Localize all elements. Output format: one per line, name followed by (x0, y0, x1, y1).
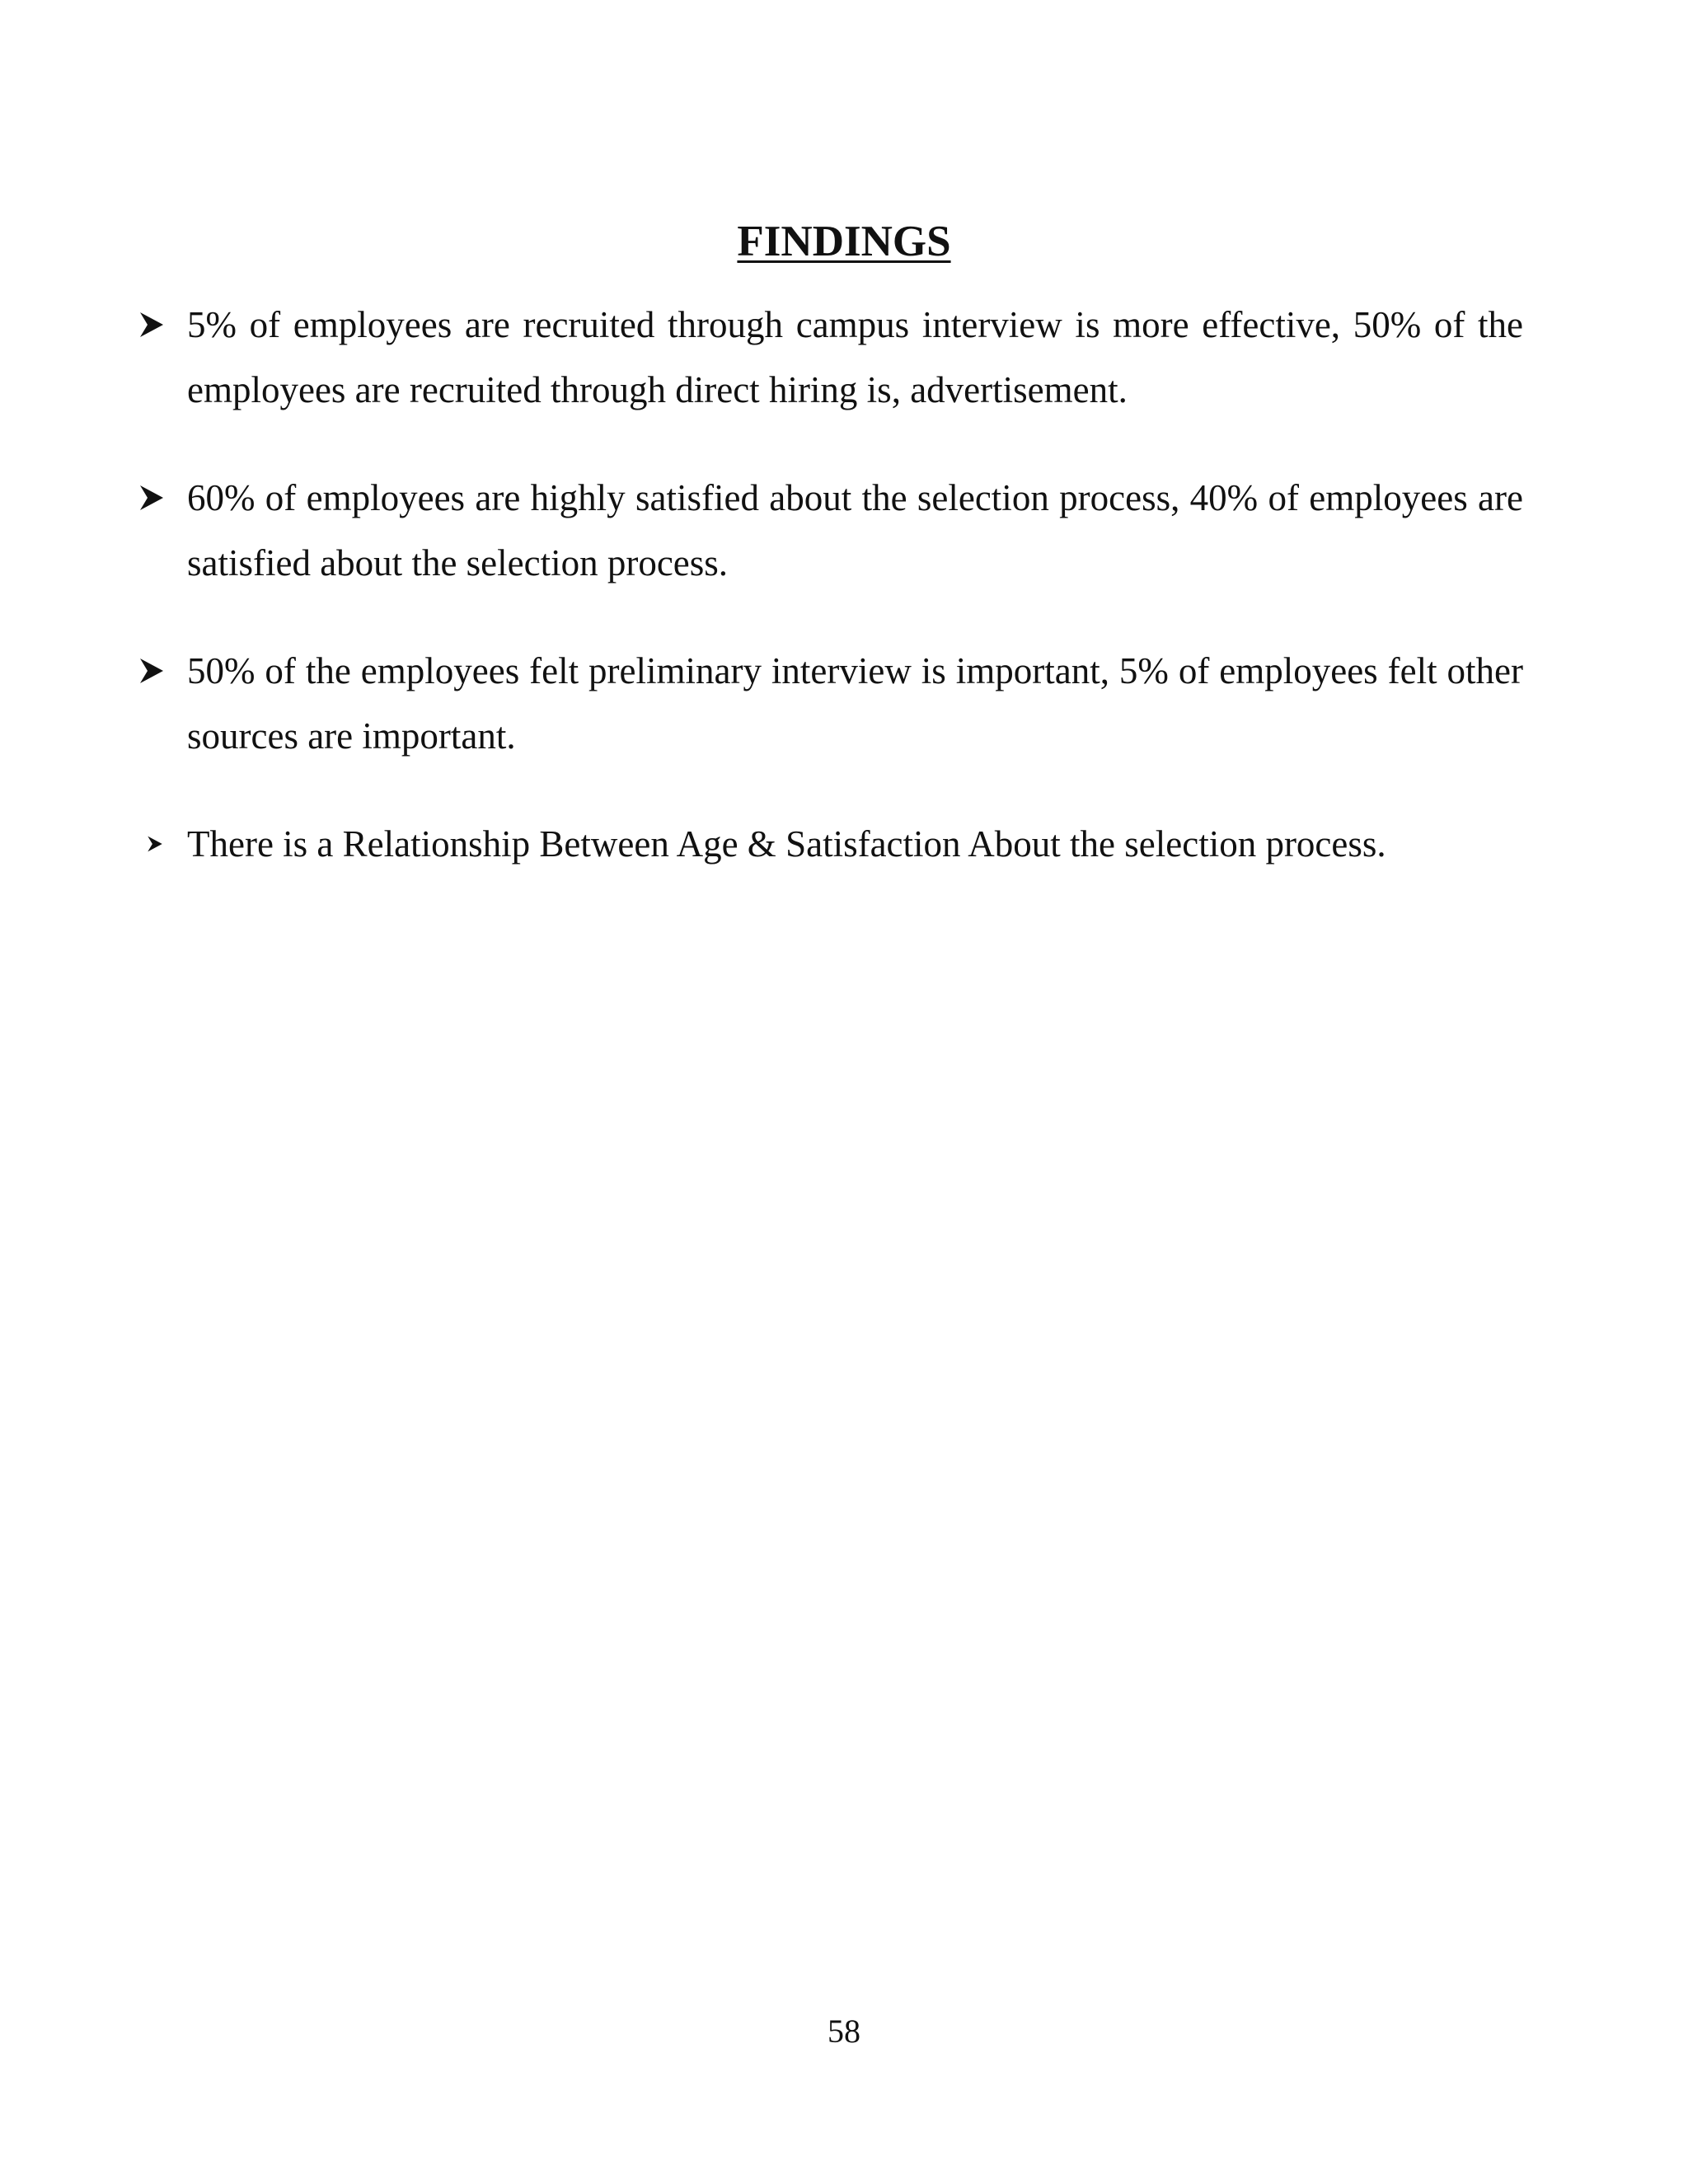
arrowhead-bullet-icon (138, 484, 165, 512)
finding-text: There is a Relationship Between Age & Satisfaction About the selection process. (187, 823, 1386, 865)
page-number: 58 (828, 2013, 860, 2050)
page-title: FINDINGS (737, 217, 951, 265)
finding-item (138, 639, 1523, 769)
finding-text: 5% of employees are recruited through campus interview is more effective, 50% of the employees are recruited through direct hiring is, advertisement. (187, 304, 1523, 410)
finding-text: 50% of the employees felt preliminary interview is important, 5% of employees felt other sources are important. (187, 650, 1523, 757)
findings-list (138, 293, 1523, 920)
arrowhead-bullet-icon (138, 657, 165, 685)
finding-item (138, 293, 1523, 423)
finding-item (138, 812, 1523, 877)
arrowhead-bullet-icon (147, 835, 163, 853)
finding-text: 60% of employees are highly satisfied about the selection process, 40% of employees are satisfied about the selection process. (187, 477, 1523, 583)
arrowhead-bullet-icon (138, 311, 165, 339)
finding-item (138, 466, 1523, 596)
